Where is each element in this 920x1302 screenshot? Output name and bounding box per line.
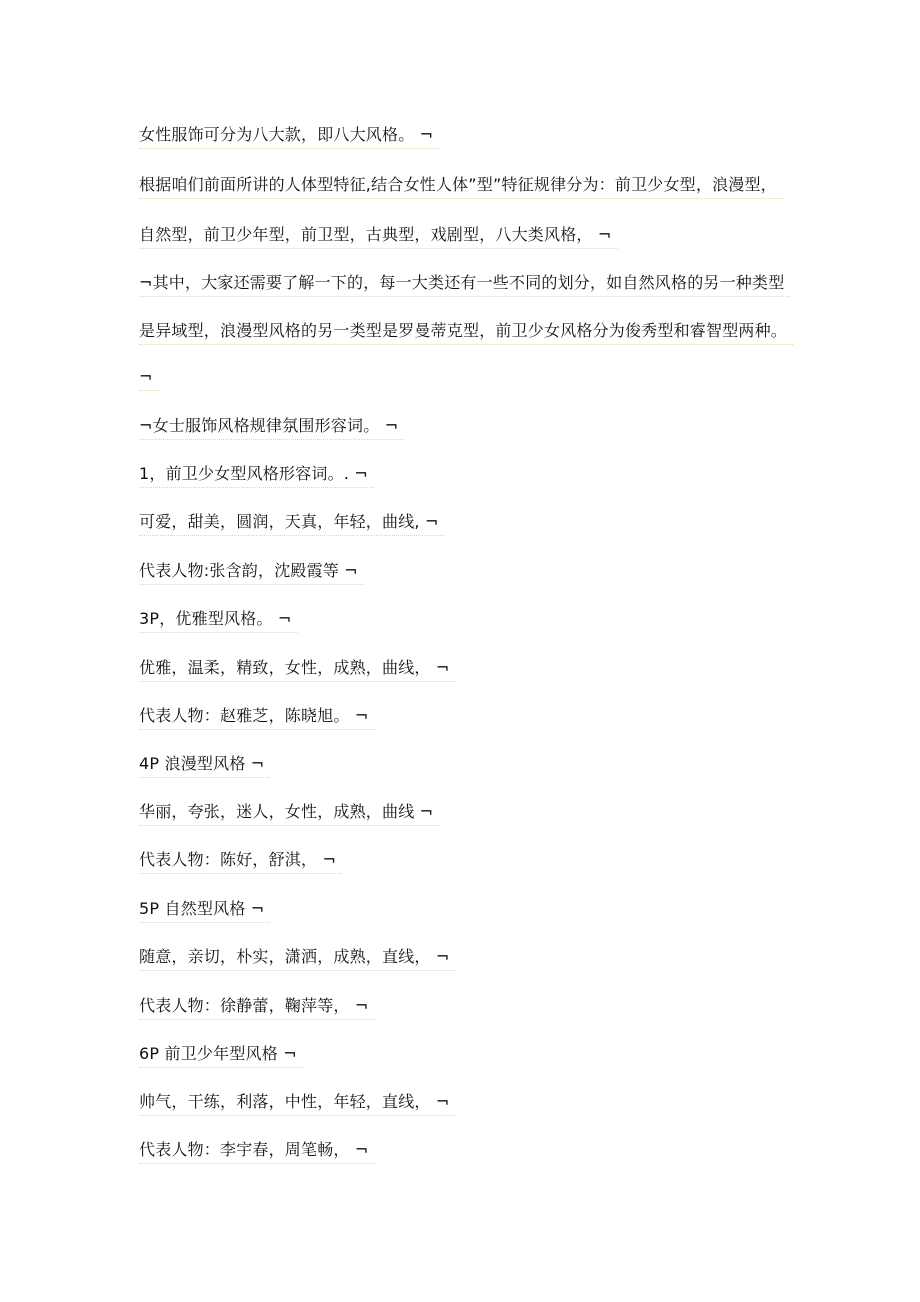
text-line bbox=[139, 318, 793, 358]
line-text: 随意，亲切，朴实，潇洒，成熟，直线， ¬ bbox=[139, 944, 456, 971]
text-line bbox=[139, 847, 342, 887]
line-text: 帅气，干练，利落，中性，年轻，直线， ¬ bbox=[139, 1089, 456, 1116]
line-text: 华丽，夸张，迷人，女性，成熟，曲线 ¬ bbox=[139, 799, 439, 826]
line-text: 代表人物：赵雅芝，陈晓旭。 ¬ bbox=[139, 703, 375, 730]
line-text: 代表人物：徐静蕾，鞠萍等， ¬ bbox=[139, 993, 375, 1020]
text-line bbox=[139, 413, 404, 453]
line-text: 根据咱们前面所讲的人体型特征,结合女性人体”型”特征规律分为：前卫少女型，浪漫型， bbox=[139, 172, 783, 199]
line-text: ¬其中，大家还需要了解一下的，每一大类还有一些不同的划分，如自然风格的另一种类型 bbox=[139, 270, 790, 297]
line-text: 代表人物:张含韵，沈殿霞等 ¬ bbox=[139, 558, 364, 585]
text-line bbox=[139, 270, 790, 310]
line-text: 6P 前卫少年型风格 ¬ bbox=[139, 1041, 303, 1068]
text-line bbox=[139, 799, 439, 839]
text-line bbox=[139, 1041, 303, 1081]
text-line bbox=[139, 606, 298, 646]
text-line bbox=[139, 703, 375, 743]
line-text: 代表人物：陈好，舒淇， ¬ bbox=[139, 847, 342, 874]
line-text: ¬女士服饰风格规律氛围形容词。 ¬ bbox=[139, 413, 404, 440]
line-text: 可爱，甜美，圆润，天真，年轻，曲线, ¬ bbox=[139, 509, 445, 536]
text-line bbox=[139, 364, 159, 404]
text-line bbox=[139, 751, 270, 791]
text-line bbox=[139, 993, 375, 1033]
line-text: 1，前卫少女型风格形容词。. ¬ bbox=[139, 461, 374, 488]
line-text: 是异域型，浪漫型风格的另一类型是罗曼蒂克型，前卫少女风格分为俊秀型和睿智型两种。 bbox=[139, 318, 793, 345]
text-line bbox=[139, 896, 270, 936]
text-line bbox=[139, 655, 456, 695]
text-line bbox=[139, 222, 618, 262]
line-text: 5P 自然型风格 ¬ bbox=[139, 896, 270, 923]
text-line bbox=[139, 172, 783, 212]
text-line bbox=[139, 461, 374, 501]
line-text: 3P，优雅型风格。 ¬ bbox=[139, 606, 298, 633]
text-line bbox=[139, 122, 439, 162]
line-text: 4P 浪漫型风格 ¬ bbox=[139, 751, 270, 778]
line-text: 女性服饰可分为八大款，即八大风格。 ¬ bbox=[139, 122, 439, 149]
text-line bbox=[139, 944, 456, 984]
line-text: 优雅，温柔，精致，女性，成熟，曲线， ¬ bbox=[139, 655, 456, 682]
text-line bbox=[139, 558, 364, 598]
text-line bbox=[139, 1137, 375, 1177]
text-line bbox=[139, 509, 445, 549]
line-text: 自然型，前卫少年型，前卫型，古典型，戏剧型，八大类风格， ¬ bbox=[139, 222, 618, 249]
text-line bbox=[139, 1089, 456, 1129]
line-text: 代表人物：李宇春，周笔畅， ¬ bbox=[139, 1137, 375, 1164]
line-text: ¬ bbox=[139, 364, 159, 391]
